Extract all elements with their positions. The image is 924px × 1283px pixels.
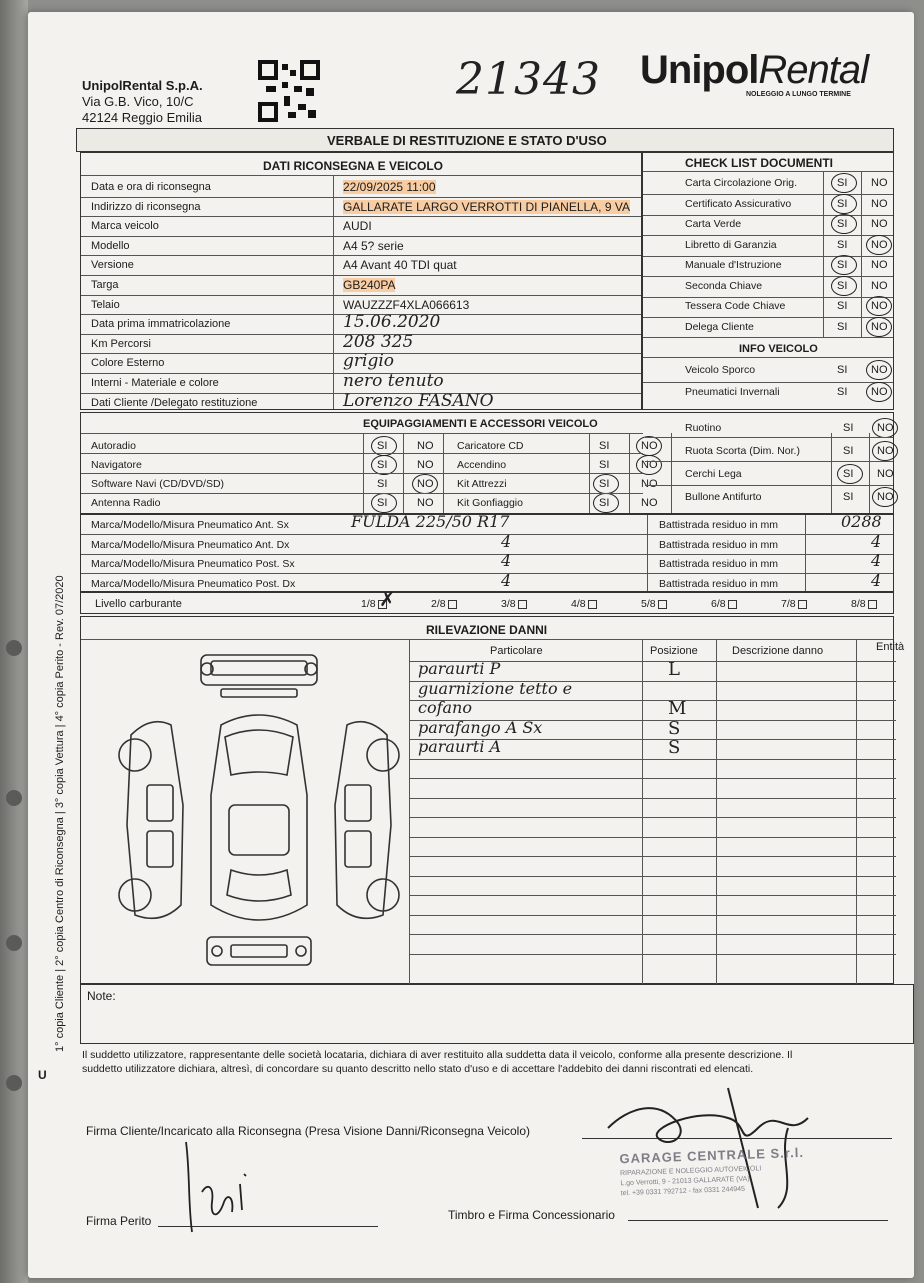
danno-particolare: paraurti P (418, 659, 501, 678)
si-option: SI (837, 177, 848, 189)
vehicle-row-label: Dati Cliente /Delegato restituzione (91, 396, 258, 409)
tyre-label: Marca/Modello/Misura Pneumatico Ant. Sx (91, 519, 289, 531)
fuel-level-label: 7/8 (781, 598, 796, 610)
fuel-level-option (431, 598, 457, 610)
vehicle-row-value: nero tenuto (343, 371, 444, 391)
divider (81, 554, 893, 555)
divider (410, 700, 896, 701)
signature-perito (168, 1132, 288, 1242)
check-mark-icon: ✗ (379, 587, 396, 611)
divider (81, 295, 641, 296)
vehicle-row-value: Lorenzo FASANO (343, 390, 494, 411)
no-option: NO (417, 478, 434, 490)
punch-hole (6, 1075, 22, 1091)
notes-box (80, 984, 914, 1044)
firma-cliente-label: Firma Cliente/Incaricato alla Riconsegna (Presa Visione Danni/Riconsegna Veicolo) (86, 1124, 531, 1138)
si-option: SI (843, 422, 854, 434)
notes-label: Note: (87, 989, 116, 1003)
divider (410, 954, 896, 955)
divider (81, 255, 641, 256)
divider (645, 461, 893, 462)
no-option: NO (417, 497, 434, 509)
si-option: SI (837, 259, 848, 271)
checklist-item-label: Carta Circolazione Orig. (685, 177, 798, 189)
si-option: SI (599, 459, 610, 471)
si-option: SI (837, 218, 848, 230)
selection-circle (866, 235, 892, 255)
selection-circle (593, 474, 619, 494)
battistrada-label: Battistrada residuo in mm (659, 538, 779, 551)
logo-tagline: NOLEGGIO A LUNGO TERMINE (746, 91, 851, 98)
equip-item-label: Navigatore (91, 459, 142, 471)
no-option: NO (641, 497, 658, 509)
no-option: NO (871, 279, 888, 292)
selection-circle (412, 474, 438, 494)
equipaggiamenti-section (80, 412, 894, 514)
vehicle-row-label: Marca veicolo (91, 220, 159, 233)
column-header: Particolare (490, 645, 543, 657)
selection-circle (636, 455, 662, 475)
divider (643, 235, 893, 236)
punch-hole (6, 640, 22, 656)
divider (643, 194, 893, 195)
vehicle-row-value: A4 Avant 40 TDI quat (343, 258, 457, 273)
equip-item-label: Kit Gonfiaggio (457, 497, 523, 509)
vehicle-row-label: Data prima immatricolazione (91, 318, 231, 331)
si-option: SI (837, 386, 848, 398)
si-option: SI (377, 440, 388, 452)
checklist-item-label: Delega Cliente (685, 320, 754, 333)
column-divider (869, 433, 870, 513)
divider (643, 276, 893, 277)
garage-stamp (619, 1145, 805, 1197)
pneumatici-section (80, 514, 894, 592)
address-line: Via G.B. Vico, 10/C (82, 94, 194, 109)
vehicle-row-value: 15.06.2020 (343, 312, 441, 333)
checklist-item-label: Certificato Assicurativo (685, 197, 792, 210)
fuel-level-option (641, 598, 667, 610)
si-option: SI (377, 497, 388, 509)
qr-code-icon (258, 60, 320, 122)
battistrada-label: Battistrada residuo in mm (659, 519, 779, 531)
divider (643, 171, 893, 172)
selection-circle (866, 317, 892, 337)
vehicle-row-value: GALLARATE LARGO VERROTTI DI PIANELLA, 9 VA (343, 199, 630, 214)
battistrada-value: 4 (871, 570, 882, 590)
si-option: SI (377, 459, 388, 471)
column-divider (861, 171, 862, 337)
battistrada-label: Battistrada residuo in mm (659, 558, 779, 570)
selection-circle (371, 493, 397, 513)
punch-hole (6, 790, 22, 806)
checklist-item-label: Libretto di Garanzia (685, 238, 777, 251)
stamp-line: RIPARAZIONE E NOLEGGIO AUTOVEICOLI (619, 1165, 762, 1178)
checklist-item-label: Seconda Chiave (685, 279, 763, 292)
vehicle-row-label: Modello (91, 239, 130, 252)
danno-posizione: S (668, 737, 681, 758)
checkbox-icon (728, 600, 737, 609)
vehicle-row-label: Indirizzo di riconsegna (91, 200, 201, 213)
stamp-line: tel. +39 0331 792712 - fax 0331 244945 (620, 1185, 746, 1198)
form-title-bar (76, 128, 894, 152)
checkbox-icon (448, 600, 457, 609)
fuel-level-label: 2/8 (431, 598, 446, 610)
checklist-item-label: Manuale d'Istruzione (685, 259, 782, 271)
tyre-label: Marca/Modello/Misura Pneumatico Post. Sx (91, 558, 295, 570)
selection-circle (831, 276, 857, 296)
si-option: SI (599, 478, 610, 490)
form-title: VERBALE DI RESTITUZIONE E STATO D'USO (327, 133, 607, 148)
document-sheet (28, 12, 914, 1278)
selection-circle (872, 487, 898, 507)
si-option: SI (837, 364, 848, 376)
divider (643, 297, 893, 298)
no-option: NO (871, 320, 888, 333)
si-option: SI (837, 320, 848, 333)
address-line: 42124 Reggio Emilia (82, 110, 202, 125)
divider (645, 437, 893, 438)
si-option: SI (599, 497, 610, 509)
no-option: NO (871, 238, 888, 251)
divider (81, 473, 643, 474)
no-option: NO (641, 478, 658, 490)
rilevazione-danni-section (80, 616, 905, 984)
vehicle-row-label: Interni - Materiale e colore (91, 377, 219, 389)
danno-posizione: M (668, 698, 687, 719)
column-divider (671, 433, 672, 513)
divider (81, 433, 643, 434)
no-option: NO (871, 259, 888, 271)
tyre-label: Marca/Modello/Misura Pneumatico Ant. Dx (91, 538, 290, 551)
car-diagram-icon (111, 645, 407, 977)
no-option: NO (417, 459, 434, 471)
no-option: NO (877, 491, 894, 503)
equip-item-label: Cerchi Lega (685, 468, 742, 480)
battistrada-label: Battistrada residuo in mm (659, 577, 779, 590)
no-option: NO (641, 459, 658, 471)
column-header: Descrizione danno (732, 645, 824, 657)
fuel-level-label: 8/8 (851, 598, 866, 610)
vehicle-row-value: AUDI (343, 219, 372, 234)
logo-text: Unipol (640, 48, 759, 92)
battistrada-value: 4 (871, 551, 882, 570)
handwritten-number: 21343 (456, 54, 601, 105)
si-option: SI (377, 478, 388, 490)
equip-item-label: Caricatore CD (457, 440, 524, 452)
divider (410, 759, 896, 760)
divider (81, 216, 641, 217)
vehicle-row-value: GB240PA (343, 278, 396, 292)
checklist-title: CHECK LIST DOCUMENTI (685, 156, 833, 170)
vehicle-row-value: 208 325 (343, 331, 414, 352)
tyre-label: Marca/Modello/Misura Pneumatico Post. Dx (91, 577, 296, 590)
company-name: UnipolRental S.p.A. (82, 78, 203, 93)
divider (410, 876, 896, 877)
divider (410, 837, 896, 838)
logo-text: Rental (758, 48, 869, 92)
selection-circle (872, 441, 898, 461)
firma-perito-label: Firma Perito (86, 1214, 152, 1228)
fuel-level-label: 4/8 (571, 598, 586, 610)
danni-table (409, 639, 905, 985)
vehicle-row-value: WAUZZZF4XLA066613 (343, 297, 470, 312)
divider (81, 175, 641, 176)
fuel-level-option (571, 598, 597, 610)
equip-item-label: Antenna Radio (91, 497, 161, 509)
divider (81, 493, 643, 494)
danno-particolare: paraurti A (418, 737, 502, 756)
tyre-value: 4 (501, 570, 512, 590)
checkbox-icon (518, 600, 527, 609)
si-option: SI (837, 279, 848, 292)
fuel-level-option (781, 598, 807, 610)
vehicle-row-label: Km Percorsi (91, 337, 151, 350)
tyre-value: FULDA 225/50 R17 (351, 512, 510, 531)
no-option: NO (871, 364, 888, 376)
side-u-label: U (38, 1068, 47, 1082)
no-option: NO (871, 218, 888, 230)
firma-concessionario-label: Timbro e Firma Concessionario (448, 1208, 615, 1222)
danno-posizione: S (668, 717, 681, 739)
fuel-level-option (501, 598, 527, 610)
danno-posizione: L (668, 659, 680, 680)
equip-item-label: Autoradio (91, 440, 136, 452)
fuel-level-label: 1/8 (361, 598, 376, 610)
checkbox-icon (588, 600, 597, 609)
vehicle-row-value: 22/09/2025 11:00 (343, 180, 436, 194)
no-option: NO (871, 177, 888, 189)
selection-circle (831, 194, 857, 214)
danno-particolare: parafango A Sx (418, 717, 543, 737)
selection-circle (593, 493, 619, 513)
checklist-item-label: Carta Verde (685, 218, 742, 230)
divider (81, 236, 641, 237)
divider (81, 197, 641, 198)
divider (81, 453, 643, 454)
column-divider (823, 171, 824, 337)
vehicle-section (80, 152, 642, 410)
selection-circle (837, 464, 863, 484)
equip-item-label: Ruota Scorta (Dim. Nor.) (685, 445, 800, 457)
company-address (82, 78, 203, 126)
vehicle-row-label: Targa (91, 279, 119, 291)
equipaggiamenti-title: EQUIPAGGIAMENTI E ACCESSORI VEICOLO (363, 418, 598, 430)
divider (643, 357, 893, 358)
vehicle-row-value: grigio (343, 351, 394, 372)
selection-circle (866, 382, 892, 402)
info-veicolo-title: INFO VEICOLO (739, 343, 818, 355)
equip-item-label: Kit Attrezzi (457, 478, 507, 490)
divider (643, 215, 893, 216)
divider (410, 778, 896, 779)
no-option: NO (417, 440, 434, 452)
vehicle-section-title: DATI RICONSEGNA E VEICOLO (263, 159, 444, 173)
divider (410, 915, 896, 916)
punch-hole (6, 935, 22, 951)
checklist-documenti-section (642, 152, 894, 410)
no-option: NO (871, 197, 888, 210)
no-option: NO (877, 468, 894, 480)
divider (643, 382, 893, 383)
stamp-name: GARAGE CENTRALE S.r.l. (619, 1144, 805, 1167)
rilevazione-title: RILEVAZIONE DANNI (426, 623, 548, 637)
fuel-level-label: 5/8 (641, 598, 656, 610)
si-option: SI (843, 445, 854, 457)
equip-item-label: Ruotino (685, 422, 722, 434)
vehicle-row-label: Versione (91, 259, 134, 272)
battistrada-value: 4 (871, 531, 882, 551)
si-option: SI (843, 468, 854, 480)
checkbox-icon (658, 600, 667, 609)
selection-circle (866, 360, 892, 380)
tyre-value: 4 (501, 531, 512, 551)
info-item-label: Veicolo Sporco (685, 364, 756, 376)
divider (410, 856, 896, 857)
equip-item-label: Accendino (457, 459, 507, 471)
vehicle-row-label: Data e ora di riconsegna (91, 181, 211, 193)
equip-item-label: Bullone Antifurto (685, 491, 762, 503)
fuel-level-option (851, 598, 877, 610)
selection-circle (866, 296, 892, 316)
divider (643, 256, 893, 257)
no-option: NO (871, 386, 888, 398)
selection-circle (831, 173, 857, 193)
equip-item-label: Software Navi (CD/DVD/SD) (91, 478, 225, 490)
no-option: NO (641, 440, 658, 452)
divider (645, 485, 893, 486)
selection-circle (371, 455, 397, 475)
column-divider (831, 433, 832, 513)
divider (81, 573, 893, 574)
divider (410, 895, 896, 896)
stamp-line: L.go Verrotti, 9 - 21013 GALLARATE (VA) (620, 1175, 750, 1188)
divider (643, 317, 893, 318)
no-option: NO (871, 300, 888, 312)
si-option: SI (837, 197, 848, 210)
selection-circle (872, 418, 898, 438)
selection-circle (831, 255, 857, 275)
disclaimer-line: suddetto utilizzatore dichiara, altresì, di concordare su quanto descritto nello stato d'uso e di accettare l'addebito dei danni riscontrati ed elencati. (82, 1063, 754, 1075)
si-option: SI (599, 440, 610, 452)
vehicle-row-value: A4 5? serie (343, 238, 404, 253)
fuel-level-option (711, 598, 737, 610)
copies-side-text: 1° copia Cliente | 2° copia Centro di Riconsegna | 3° copia Vettura | 4° copia Perito - Rev. 07/2020 (54, 575, 66, 1052)
tyre-value: 4 (501, 551, 512, 570)
column-header: Posizione (650, 645, 698, 657)
danno-particolare: cofano (418, 698, 472, 717)
divider (410, 934, 896, 935)
checkbox-icon (798, 600, 807, 609)
carburante-label: Livello carburante (95, 598, 182, 610)
si-option: SI (837, 300, 848, 312)
divider (81, 275, 641, 276)
checkbox-icon (868, 600, 877, 609)
danno-particolare: guarnizione tetto e (418, 678, 573, 698)
si-option: SI (837, 238, 848, 251)
vehicle-row-label: Colore Esterno (91, 357, 165, 370)
si-option: SI (843, 491, 854, 503)
selection-circle (831, 214, 857, 234)
vehicle-row-label: Telaio (91, 298, 120, 311)
unipolrental-logo (640, 48, 868, 93)
info-item-label: Pneumatici Invernali (685, 386, 780, 398)
battistrada-value: 0288 (841, 512, 882, 531)
divider (410, 817, 896, 818)
no-option: NO (877, 422, 894, 434)
fuel-level-label: 3/8 (501, 598, 516, 610)
disclaimer-line: Il suddetto utilizzatore, rappresentante delle società locataria, dichiara di aver restituito alla suddetta data il veicolo, conforme alla presente descrizione. Il (82, 1049, 793, 1061)
no-option: NO (877, 445, 894, 457)
signature-line (628, 1220, 888, 1221)
column-header: Entità (876, 641, 905, 653)
carburante-row (80, 587, 894, 614)
fuel-level-label: 6/8 (711, 598, 726, 610)
checklist-item-label: Tessera Code Chiave (685, 300, 786, 312)
divider (410, 798, 896, 799)
divider (81, 534, 893, 535)
divider (643, 337, 893, 338)
